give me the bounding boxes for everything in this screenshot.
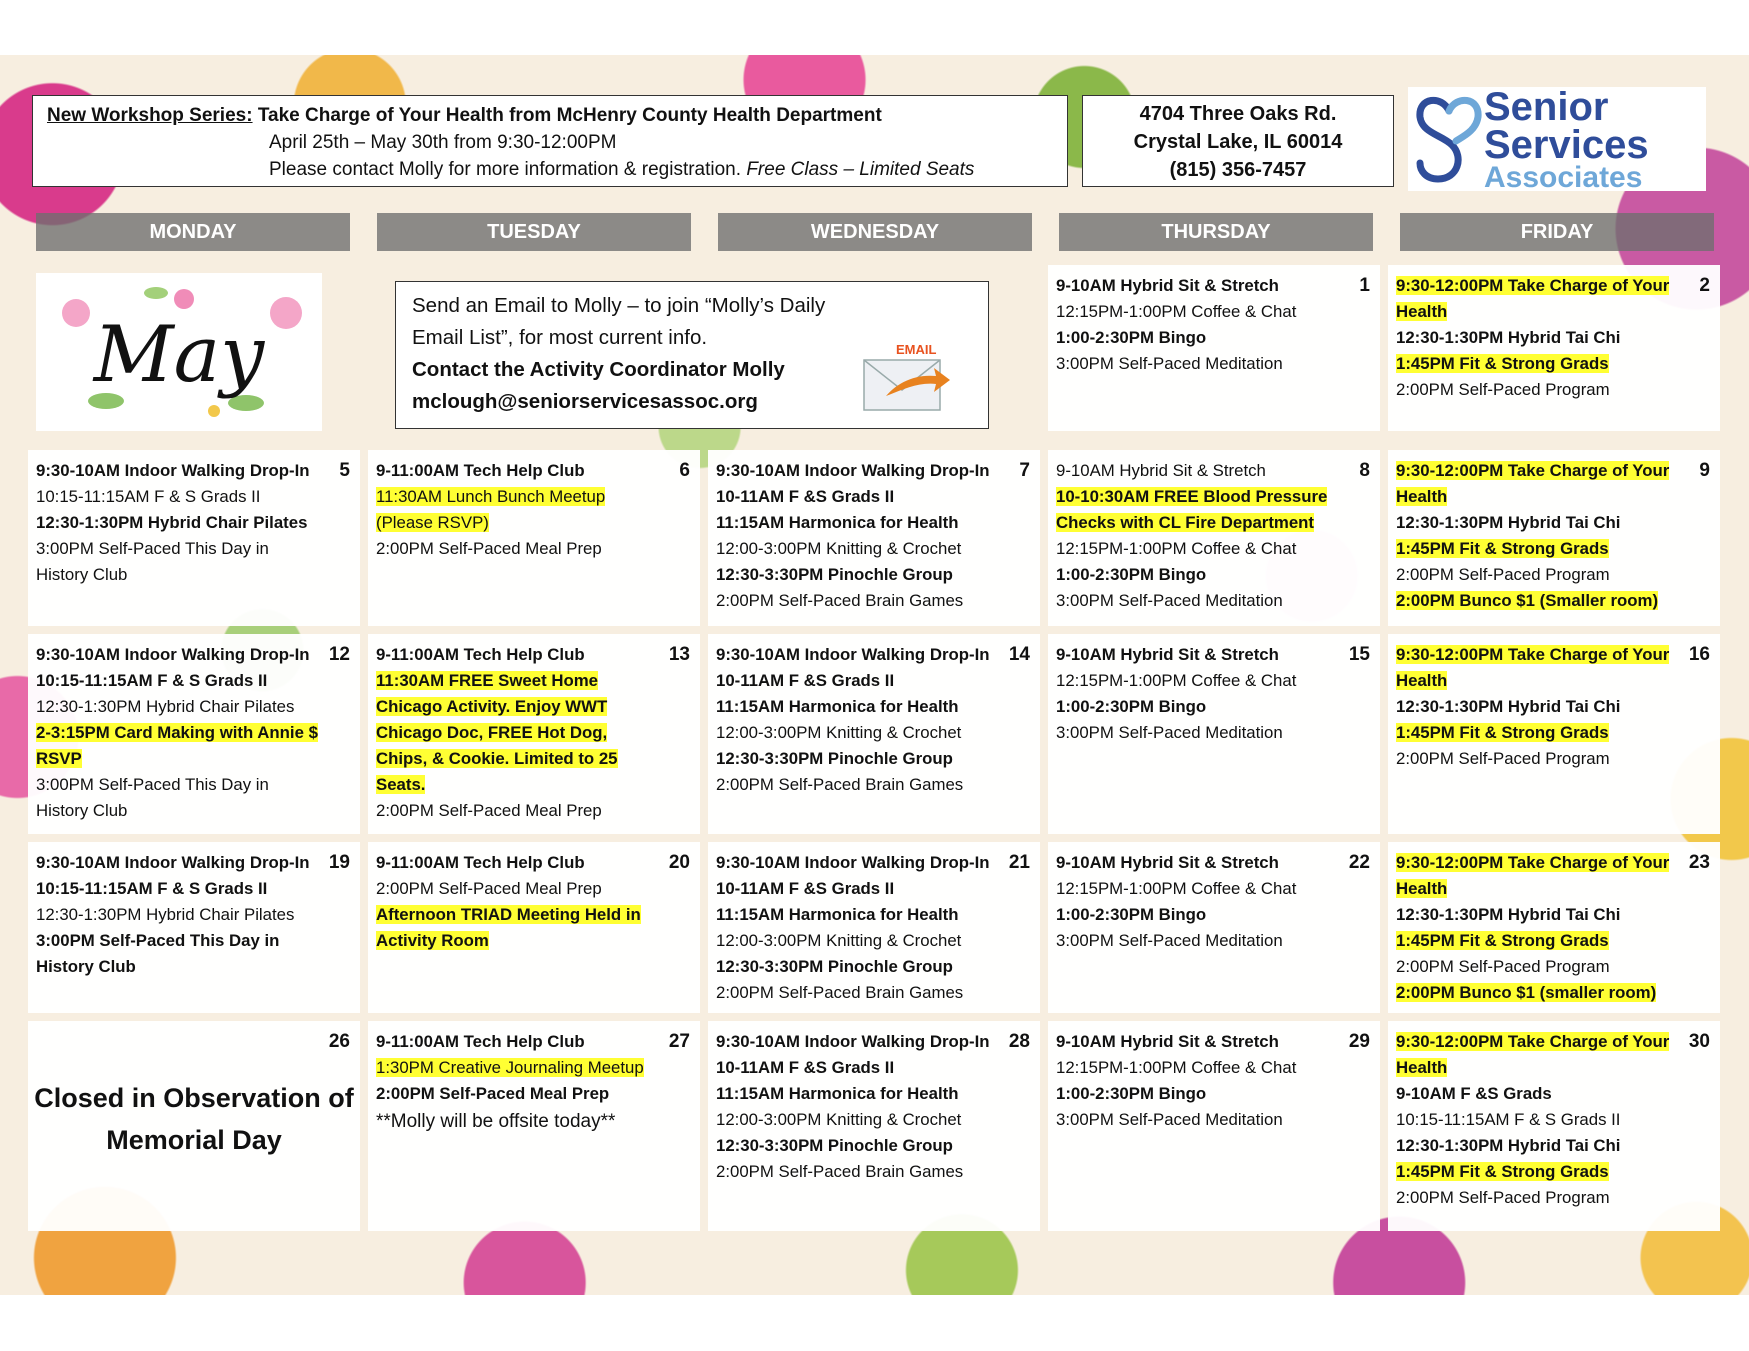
event-text: 2:00PM Self-Paced Program [1396, 1188, 1610, 1207]
logo-line-1: Senior [1484, 85, 1609, 129]
event-item [716, 510, 1002, 536]
event-item [1056, 562, 1342, 588]
event-text: 2:00PM Self-Paced Program [1396, 749, 1610, 768]
event-text: 2-3:15PM Card Making with Annie $ RSVP [36, 723, 318, 768]
event-item [36, 484, 322, 510]
event-item [1396, 1107, 1682, 1133]
event-item [1056, 1081, 1342, 1107]
logo-line-2: Services [1484, 123, 1649, 167]
day-number: 29 [1348, 1031, 1370, 1052]
day-number: 23 [1688, 852, 1710, 873]
event-text: 9:30-10AM Indoor Walking Drop-In [36, 461, 310, 480]
email-envelope-icon [856, 334, 954, 416]
event-text: 3:00PM Self-Paced Meditation [1056, 931, 1283, 950]
day-number: 6 [679, 460, 690, 481]
day-number: 1 [1359, 275, 1370, 296]
email-address[interactable]: mclough@seniorservicesassoc.org [412, 390, 758, 413]
event-text: 12:30-1:30PM Hybrid Tai Chi [1396, 1136, 1621, 1155]
event-item [716, 1107, 1002, 1133]
event-item [1396, 746, 1682, 772]
event-item [376, 876, 662, 902]
logo-line-3: Associates [1484, 161, 1643, 194]
event-item [1396, 1081, 1682, 1107]
event-text: 10-11AM F &S Grads II [716, 487, 895, 506]
event-text: 12:30-1:30PM Hybrid Tai Chi [1396, 328, 1621, 347]
event-item [1396, 1159, 1682, 1185]
day-cell [708, 450, 1040, 626]
event-text: 12:00-3:00PM Knitting & Crochet [716, 539, 962, 558]
event-item [376, 850, 662, 876]
day-cell [1388, 265, 1720, 431]
event-item [376, 458, 662, 484]
day-number: 27 [668, 1031, 690, 1052]
event-item [36, 536, 322, 588]
day-cell [1388, 634, 1720, 834]
day-cell [28, 842, 360, 1013]
event-text: 9-10AM F &S Grads [1396, 1084, 1552, 1103]
event-text: 2:00PM Self-Paced Program [1396, 380, 1610, 399]
event-text: 9:30-12:00PM Take Charge of Your Health [1396, 461, 1670, 506]
email-contact-title: Contact the Activity Coordinator Molly [412, 358, 785, 381]
event-text: 9-10AM Hybrid Sit & Stretch [1056, 853, 1279, 872]
event-item [716, 1029, 1002, 1055]
event-text: 1:45PM Fit & Strong Grads [1396, 539, 1609, 558]
day-number: 26 [328, 1031, 350, 1052]
event-item [716, 1133, 1002, 1159]
day-cell [708, 842, 1040, 1013]
event-text: 9-11:00AM Tech Help Club [376, 1032, 585, 1051]
event-item [1396, 536, 1682, 562]
address-phone: (815) 356-7457 [1169, 159, 1307, 181]
event-text: 2:00PM Self-Paced Meal Prep [376, 801, 602, 820]
day-number: 16 [1688, 644, 1710, 665]
weekday-monday: MONDAY [36, 213, 350, 251]
event-text: 3:00PM Self-Paced This Day in History Club [36, 931, 280, 976]
event-item [36, 928, 322, 980]
event-text: 12:30-3:30PM Pinochle Group [716, 749, 953, 768]
event-item [376, 484, 662, 536]
event-item [1396, 980, 1682, 1006]
event-text: 9:30-10AM Indoor Walking Drop-In [716, 853, 990, 872]
event-item [1056, 850, 1342, 876]
event-item [36, 510, 322, 536]
event-text: 12:15PM-1:00PM Coffee & Chat [1056, 302, 1297, 321]
day-cell [368, 1021, 700, 1231]
workshop-dates: April 25th – May 30th from 9:30-12:00PM [269, 132, 617, 153]
event-item [1396, 458, 1682, 510]
event-text: 1:30PM Creative Journaling Meetup [376, 1058, 644, 1077]
event-text: 11:30AM Lunch Bunch Meetup (Please RSVP) [376, 487, 606, 532]
event-text: 9-11:00AM Tech Help Club [376, 461, 585, 480]
event-text: 1:00-2:30PM Bingo [1056, 328, 1207, 347]
day-number: 5 [339, 460, 350, 481]
day-cell [368, 450, 700, 626]
email-invite-text: Send an Email to Molly – to join “Molly’s Daily Email List”, for most current info. [412, 294, 826, 349]
event-text: 12:15PM-1:00PM Coffee & Chat [1056, 539, 1297, 558]
event-text: 10:15-11:15AM F & S Grads II [36, 879, 268, 898]
event-item [716, 484, 1002, 510]
event-item [1396, 1029, 1682, 1081]
event-item [1396, 954, 1682, 980]
event-text: 10:15-11:15AM F & S Grads II [36, 671, 268, 690]
event-text: 3:00PM Self-Paced Meditation [1056, 354, 1283, 373]
address-box [1082, 95, 1394, 187]
event-text: 3:00PM Self-Paced This Day in History Club [36, 539, 269, 584]
event-item [716, 562, 1002, 588]
weekday-friday: FRIDAY [1400, 213, 1714, 251]
event-text: 2:00PM Self-Paced Program [1396, 957, 1610, 976]
event-text: 9-10AM Hybrid Sit & Stretch [1056, 1032, 1279, 1051]
day-cell [368, 634, 700, 834]
event-text: 9-11:00AM Tech Help Club [376, 853, 585, 872]
day-number: 20 [668, 852, 690, 873]
event-text: 10-11AM F &S Grads II [716, 671, 895, 690]
event-item [716, 694, 1002, 720]
day-cell [708, 1021, 1040, 1231]
event-item [1056, 1055, 1342, 1081]
event-item [1396, 325, 1682, 351]
event-item [1056, 273, 1342, 299]
event-text: 9:30-12:00PM Take Charge of Your Health [1396, 645, 1670, 690]
day-number: 2 [1699, 275, 1710, 296]
event-item [716, 668, 1002, 694]
event-text: 10-11AM F &S Grads II [716, 879, 895, 898]
day-number: 12 [328, 644, 350, 665]
event-item [1396, 694, 1682, 720]
event-text: 12:30-1:30PM Hybrid Chair Pilates [36, 513, 308, 532]
event-item [1056, 458, 1342, 484]
event-text: 9:30-12:00PM Take Charge of Your Health [1396, 276, 1670, 321]
event-text: 12:15PM-1:00PM Coffee & Chat [1056, 879, 1297, 898]
may-lettering-icon [36, 273, 322, 431]
senior-services-logo [1408, 85, 1706, 194]
event-text: 9-10AM Hybrid Sit & Stretch [1056, 276, 1279, 295]
day-cell [28, 450, 360, 626]
event-item [716, 928, 1002, 954]
event-item [1056, 928, 1342, 954]
event-item [1396, 351, 1682, 377]
closed-notice: Closed in Observation of Memorial Day [34, 1083, 354, 1155]
event-text: 9:30-10AM Indoor Walking Drop-In [716, 1032, 990, 1051]
event-text: 9-11:00AM Tech Help Club [376, 645, 585, 664]
event-text: 1:00-2:30PM Bingo [1056, 565, 1207, 584]
email-info-box [395, 281, 989, 429]
day-cell [1388, 1021, 1720, 1231]
event-text: 3:00PM Self-Paced Meditation [1056, 1110, 1283, 1129]
event-item [1056, 351, 1342, 377]
email-icon-label: EMAIL [896, 342, 937, 357]
day-cell [368, 842, 700, 1013]
workshop-label: New Workshop Series: [47, 105, 253, 126]
event-item [376, 902, 662, 954]
event-item [1056, 588, 1342, 614]
event-text: 12:00-3:00PM Knitting & Crochet [716, 723, 962, 742]
event-item [36, 876, 322, 902]
event-item [716, 642, 1002, 668]
event-text: **Molly will be offsite today** [376, 1111, 616, 1132]
event-text: 1:00-2:30PM Bingo [1056, 905, 1207, 924]
address-city: Crystal Lake, IL 60014 [1133, 131, 1343, 153]
day-number: 9 [1699, 460, 1710, 481]
event-item [1396, 850, 1682, 902]
event-text: 2:00PM Self-Paced Meal Prep [376, 1084, 610, 1103]
day-cell [1048, 634, 1380, 834]
event-item [376, 668, 662, 798]
workshop-title: Take Charge of Your Health from McHenry County Health Department [257, 105, 882, 126]
event-item [716, 1081, 1002, 1107]
event-text: 10-10:30AM FREE Blood Pressure Checks with CL Fire Department [1056, 487, 1328, 532]
calendar-poster [0, 55, 1749, 1295]
event-text: 2:00PM Self-Paced Program [1396, 565, 1610, 584]
event-item [36, 772, 322, 824]
day-number: 7 [1019, 460, 1030, 481]
event-text: 12:00-3:00PM Knitting & Crochet [716, 931, 962, 950]
day-cell [1048, 450, 1380, 626]
event-text: 3:00PM Self-Paced This Day in History Club [36, 775, 269, 820]
event-item [1056, 1107, 1342, 1133]
day-number: 19 [328, 852, 350, 873]
event-text: 1:45PM Fit & Strong Grads [1396, 1162, 1609, 1181]
day-number: 30 [1688, 1031, 1710, 1052]
event-text: 11:15AM Harmonica for Health [716, 697, 959, 716]
event-text: 9:30-10AM Indoor Walking Drop-In [36, 853, 310, 872]
event-item [36, 694, 322, 720]
workshop-note: Free Class – Limited Seats [746, 159, 975, 180]
weekday-wednesday: WEDNESDAY [718, 213, 1032, 251]
event-item [1396, 720, 1682, 746]
event-item [1056, 694, 1342, 720]
event-item [1396, 642, 1682, 694]
event-text: 2:00PM Self-Paced Brain Games [716, 1162, 964, 1181]
day-number: 14 [1008, 644, 1030, 665]
event-item [716, 1055, 1002, 1081]
day-number: 13 [668, 644, 690, 665]
event-text: 10:15-11:15AM F & S Grads II [36, 487, 261, 506]
event-text: 1:45PM Fit & Strong Grads [1396, 723, 1609, 742]
event-item [716, 720, 1002, 746]
event-item [1396, 1185, 1682, 1211]
event-item [1056, 876, 1342, 902]
may-art [36, 273, 322, 431]
weekday-thursday: THURSDAY [1059, 213, 1373, 251]
event-text: 12:00-3:00PM Knitting & Crochet [716, 1110, 962, 1129]
event-text: 10:15-11:15AM F & S Grads II [1396, 1110, 1621, 1129]
event-item [36, 720, 322, 772]
event-item [1056, 902, 1342, 928]
event-text: 12:30-3:30PM Pinochle Group [716, 957, 953, 976]
event-item [716, 876, 1002, 902]
event-text: 1:45PM Fit & Strong Grads [1396, 931, 1609, 950]
event-item [1056, 668, 1342, 694]
event-item [376, 798, 662, 824]
event-item [36, 668, 322, 694]
event-text: 9-10AM Hybrid Sit & Stretch [1056, 461, 1266, 480]
event-text: 2:00PM Self-Paced Brain Games [716, 983, 964, 1002]
event-item [1396, 928, 1682, 954]
event-text: 12:30-3:30PM Pinochle Group [716, 565, 953, 584]
event-text: 1:00-2:30PM Bingo [1056, 1084, 1207, 1103]
event-item [376, 536, 662, 562]
event-item [1056, 642, 1342, 668]
event-item [1396, 377, 1682, 403]
event-item [1396, 510, 1682, 536]
day-cell [1048, 842, 1380, 1013]
event-item [1056, 720, 1342, 746]
event-item [1396, 588, 1682, 614]
day-cell [1388, 450, 1720, 626]
day-cell [708, 634, 1040, 834]
event-text: 2:00PM Self-Paced Meal Prep [376, 539, 602, 558]
event-text: 9:30-12:00PM Take Charge of Your Health [1396, 1032, 1670, 1077]
event-item [36, 458, 322, 484]
event-text: 11:15AM Harmonica for Health [716, 1084, 959, 1103]
workshop-contact: Please contact Molly for more information & registration. [269, 159, 742, 180]
event-text: 12:15PM-1:00PM Coffee & Chat [1056, 671, 1297, 690]
event-item [716, 980, 1002, 1006]
day-cell [1388, 842, 1720, 1013]
event-text: 2:00PM Bunco $1 (smaller room) [1396, 983, 1657, 1002]
day-number: 22 [1348, 852, 1370, 873]
event-item [36, 642, 322, 668]
event-item [1056, 484, 1342, 536]
day-number: 21 [1008, 852, 1030, 873]
event-item [1056, 325, 1342, 351]
event-text: 11:15AM Harmonica for Health [716, 905, 959, 924]
event-item [716, 458, 1002, 484]
event-item [716, 536, 1002, 562]
event-item [716, 588, 1002, 614]
event-text: 11:15AM Harmonica for Health [716, 513, 959, 532]
event-text: 9:30-10AM Indoor Walking Drop-In [716, 645, 990, 664]
day-number: 28 [1008, 1031, 1030, 1052]
event-item [716, 902, 1002, 928]
event-text: 9:30-10AM Indoor Walking Drop-In [36, 645, 310, 664]
day-cell [28, 1021, 360, 1231]
event-item [1056, 1029, 1342, 1055]
event-item [1396, 562, 1682, 588]
event-text: 1:00-2:30PM Bingo [1056, 697, 1207, 716]
event-item [36, 902, 322, 928]
weekday-header-row [36, 213, 1714, 251]
heart-s-logo-icon [1412, 91, 1486, 187]
event-item [1056, 536, 1342, 562]
event-text: 3:00PM Self-Paced Meditation [1056, 591, 1283, 610]
event-text: 12:15PM-1:00PM Coffee & Chat [1056, 1058, 1297, 1077]
event-text: 12:30-1:30PM Hybrid Chair Pilates [36, 905, 295, 924]
event-item [1396, 1133, 1682, 1159]
event-item [716, 1159, 1002, 1185]
event-item [376, 1081, 662, 1107]
event-item [376, 1029, 662, 1055]
event-item [376, 1109, 662, 1135]
event-text: 2:00PM Self-Paced Meal Prep [376, 879, 602, 898]
event-item [716, 850, 1002, 876]
event-text: 2:00PM Bunco $1 (Smaller room) [1396, 591, 1659, 610]
event-item [1396, 273, 1682, 325]
day-number: 15 [1348, 644, 1370, 665]
day-number: 8 [1359, 460, 1370, 481]
event-text: 10-11AM F &S Grads II [716, 1058, 895, 1077]
event-item [376, 642, 662, 668]
event-item [1396, 902, 1682, 928]
event-text: Afternoon TRIAD Meeting Held in Activity Room [376, 905, 641, 950]
day-cell [1048, 265, 1380, 431]
event-text: 12:30-1:30PM Hybrid Tai Chi [1396, 905, 1621, 924]
event-text: 3:00PM Self-Paced Meditation [1056, 723, 1283, 742]
address-street: 4704 Three Oaks Rd. [1139, 103, 1337, 125]
event-text: 2:00PM Self-Paced Brain Games [716, 775, 964, 794]
workshop-banner [32, 95, 1068, 187]
event-item [716, 772, 1002, 798]
event-text: 2:00PM Self-Paced Brain Games [716, 591, 964, 610]
event-text: 11:30AM FREE Sweet Home Chicago Activity. Enjoy WWT Chicago Doc, FREE Hot Dog, Chips, & Cookie. Limited to 25 Seats. [376, 671, 618, 794]
event-text: 9-10AM Hybrid Sit & Stretch [1056, 645, 1279, 664]
event-text: 9:30-10AM Indoor Walking Drop-In [716, 461, 990, 480]
event-item [716, 954, 1002, 980]
event-text: 12:30-1:30PM Hybrid Chair Pilates [36, 697, 295, 716]
day-cell [28, 634, 360, 834]
event-item [36, 850, 322, 876]
event-item [1056, 299, 1342, 325]
day-cell [1048, 1021, 1380, 1231]
may-lettering-text: May [93, 310, 265, 400]
event-text: 9:30-12:00PM Take Charge of Your Health [1396, 853, 1670, 898]
event-item [716, 746, 1002, 772]
event-text: 12:30-1:30PM Hybrid Tai Chi [1396, 513, 1621, 532]
weekday-tuesday: TUESDAY [377, 213, 691, 251]
event-text: 12:30-1:30PM Hybrid Tai Chi [1396, 697, 1621, 716]
event-text: 12:30-3:30PM Pinochle Group [716, 1136, 953, 1155]
event-text: 1:45PM Fit & Strong Grads [1396, 354, 1609, 373]
event-item [376, 1055, 662, 1081]
